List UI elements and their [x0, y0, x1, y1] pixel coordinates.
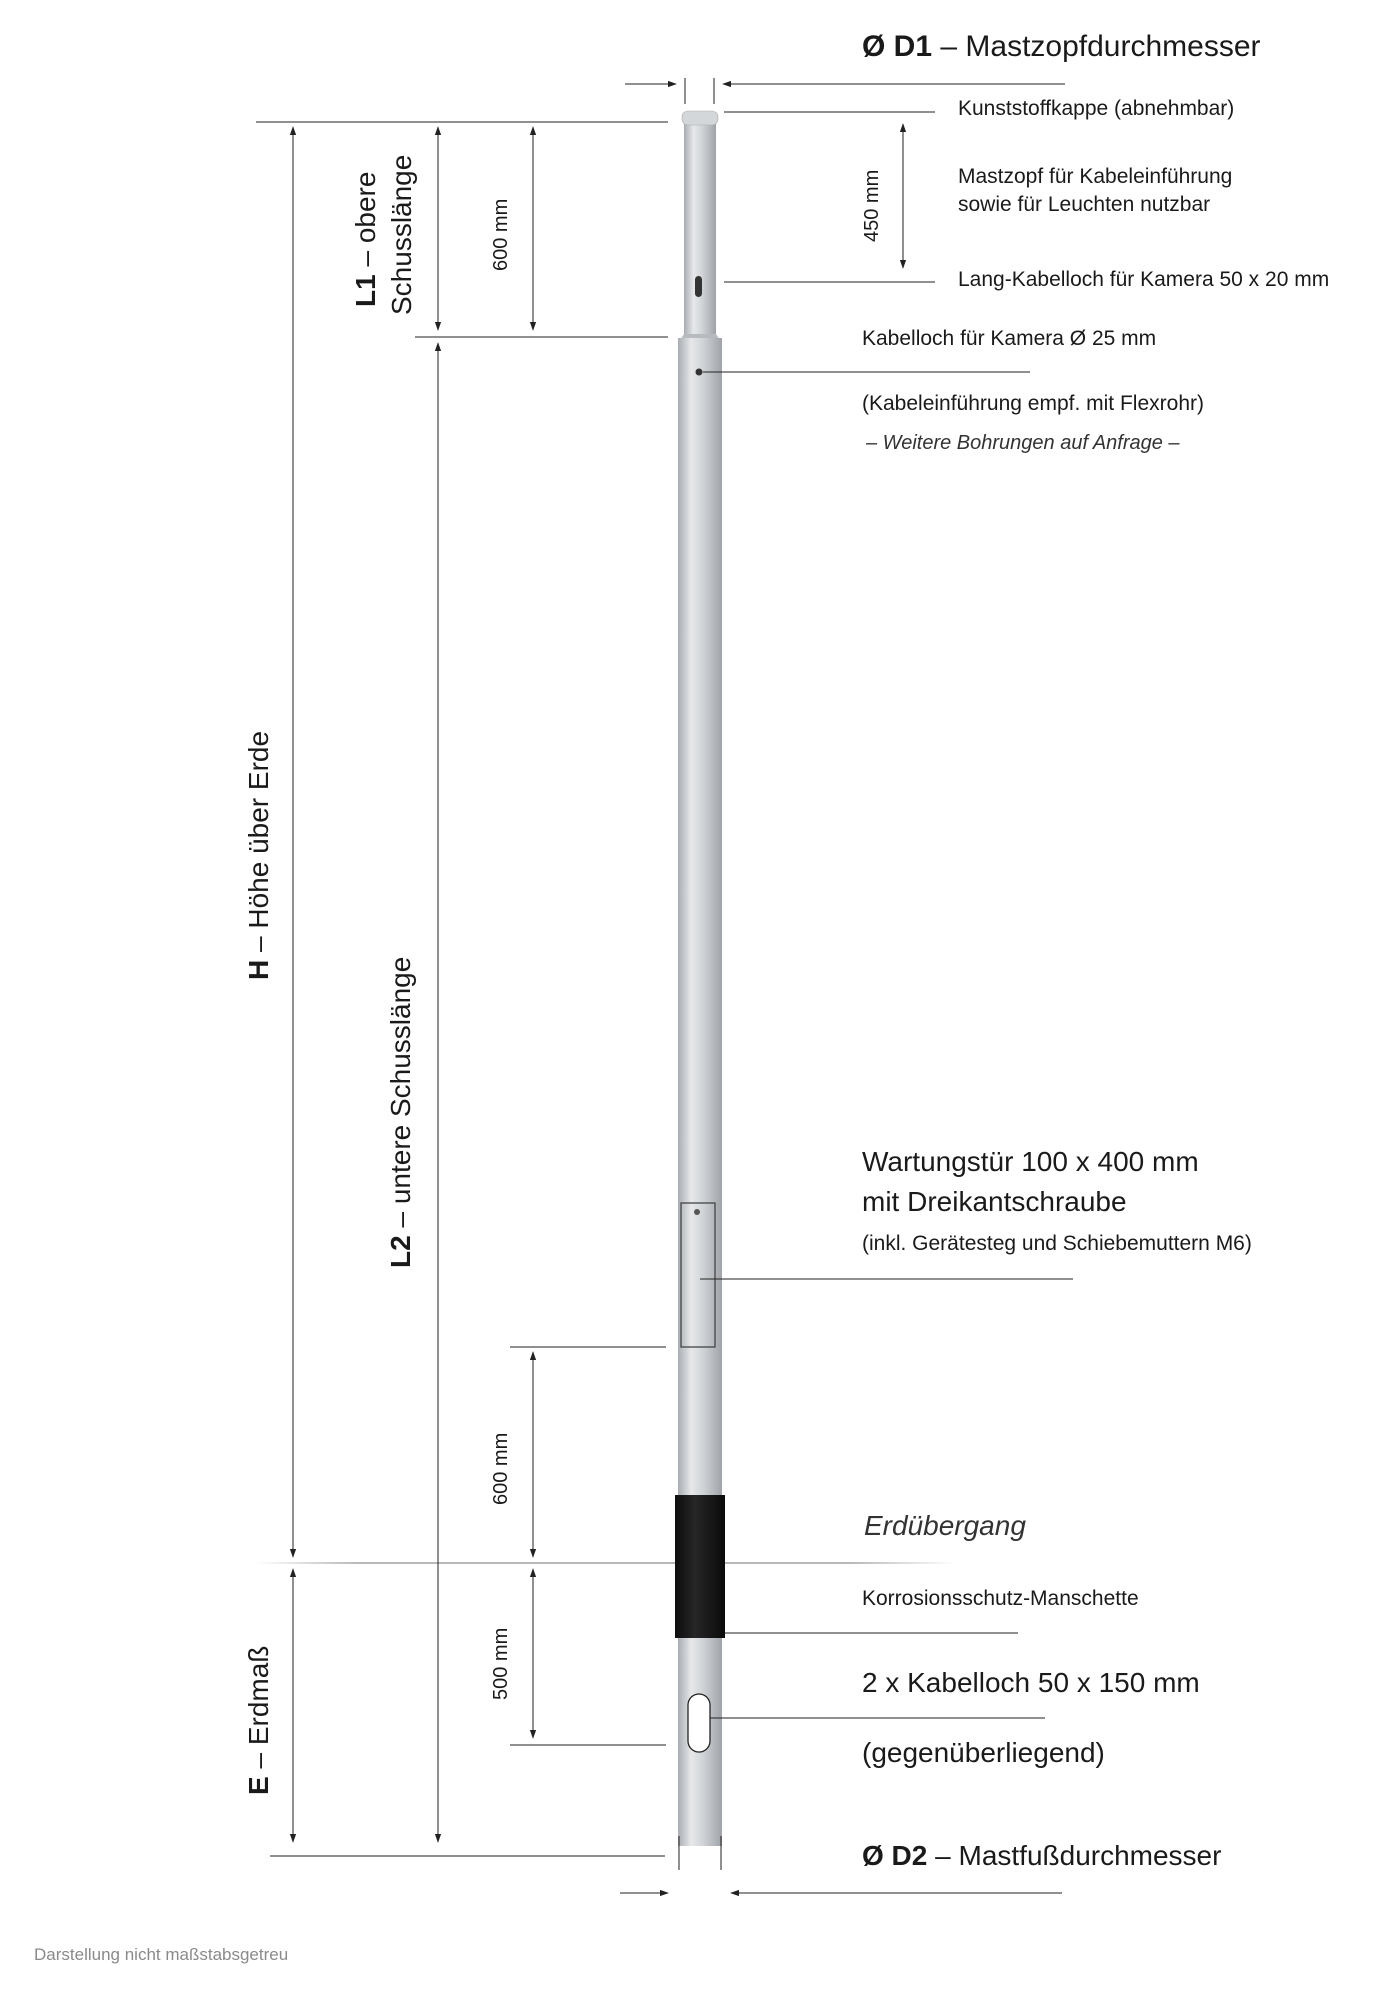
camera-cable-hole	[696, 369, 703, 376]
d1-symbol: Ø D1	[862, 30, 933, 63]
opposite-label: (gegenüberliegend)	[862, 1737, 1105, 1768]
flex-label: (Kabeleinführung empf. mit Flexrohr)	[862, 392, 1204, 415]
door-label-line2: mit Dreikantschraube	[862, 1186, 1127, 1217]
top-usage-line2: sowie für Leuchten nutzbar	[958, 193, 1211, 216]
pole-top-section	[684, 118, 716, 338]
plastic-cap	[682, 111, 718, 125]
l1-symbol: L1	[350, 274, 381, 307]
e-symbol: E	[243, 1776, 274, 1795]
h-symbol: H	[243, 959, 274, 980]
d2-text: – Mastfußdurchmesser	[935, 1840, 1222, 1871]
sleeve-label: Korrosionsschutz-Manschette	[862, 1587, 1139, 1610]
e-text: – Erdmaß	[243, 1645, 274, 1769]
e-label	[243, 1646, 275, 1795]
h-text: – Höhe über Erde	[243, 730, 274, 952]
long-hole-label: Lang-Kabelloch für Kamera 50 x 20 mm	[958, 268, 1330, 291]
long-cable-hole	[695, 276, 702, 297]
protection-sleeve	[675, 1495, 725, 1638]
l2-text: – untere Schusslänge	[385, 956, 416, 1228]
d2-label	[862, 1840, 1221, 1872]
d1-label	[862, 30, 1261, 64]
door-label-line3: (inkl. Gerätesteg und Schiebemuttern M6)	[862, 1232, 1252, 1255]
door-screw	[694, 1209, 700, 1215]
door-600-label: 600 mm	[490, 1432, 512, 1505]
cable-holes-label: 2 x Kabelloch 50 x 150 mm	[862, 1667, 1200, 1698]
top-600-label: 600 mm	[490, 198, 512, 271]
l2-label	[385, 957, 417, 1268]
d2-symbol: Ø D2	[862, 1840, 928, 1871]
bottom-500-label: 500 mm	[490, 1627, 512, 1700]
ground-line	[255, 1562, 955, 1564]
door-label-line1: Wartungstür 100 x 400 mm	[862, 1146, 1199, 1177]
cam-hole-label: Kabelloch für Kamera Ø 25 mm	[862, 327, 1157, 350]
cable-hole-slot	[688, 1694, 710, 1752]
d1-text: – Mastzopfdurchmesser	[940, 30, 1261, 63]
pole	[675, 111, 725, 1846]
more-holes-label: – Weitere Bohrungen auf Anfrage –	[866, 432, 1180, 454]
l1-label-line1	[350, 172, 382, 307]
h-label	[243, 731, 275, 980]
l1-text-a: – obere	[350, 171, 381, 267]
scale-note: Darstellung nicht maßstabsgetreu	[34, 1945, 289, 1964]
ground-transition-label: Erdübergang	[864, 1510, 1026, 1541]
cap-label: Kunststoffkappe (abnehmbar)	[958, 97, 1235, 120]
top-450-label: 450 mm	[861, 169, 883, 242]
top-usage-line1: Mastzopf für Kabeleinführung	[958, 165, 1233, 188]
l1-label-line2: Schusslänge	[386, 154, 417, 315]
l2-symbol: L2	[385, 1235, 416, 1268]
